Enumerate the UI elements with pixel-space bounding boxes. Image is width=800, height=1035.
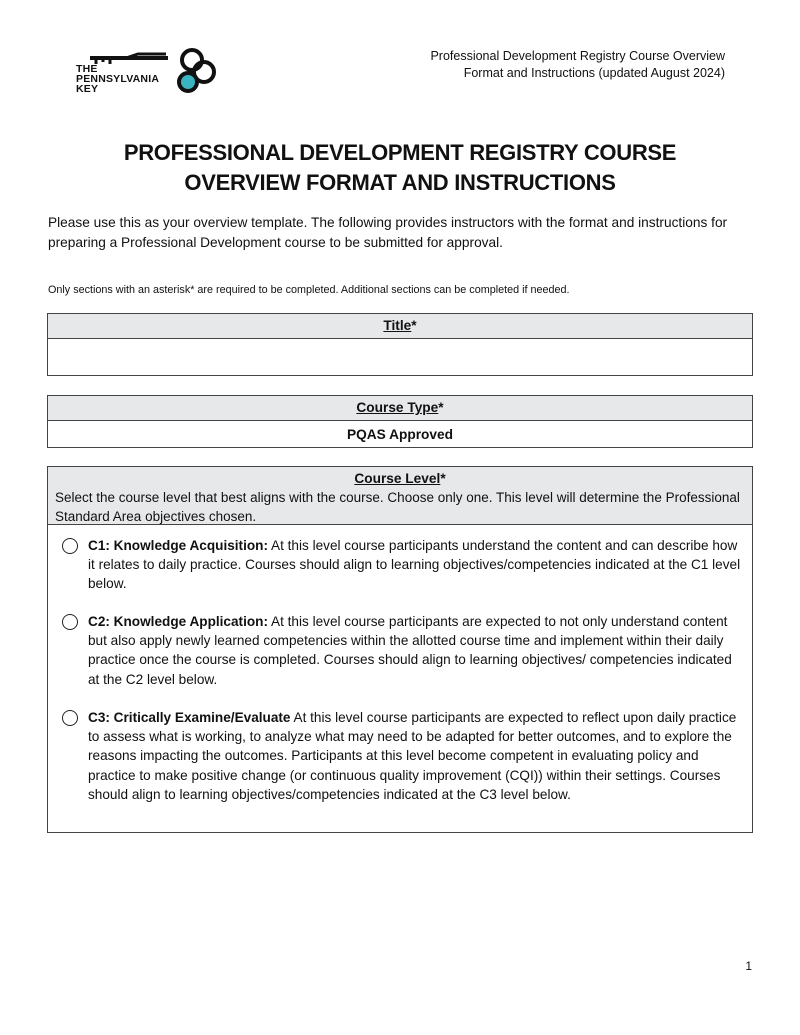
document-header [430, 48, 725, 82]
header-line-2: Format and Instructions (updated August 2024) [463, 66, 725, 80]
course-level-option-c2[interactable] [88, 612, 743, 689]
page-title-line-1: PROFESSIONAL DEVELOPMENT REGISTRY COURSE [123, 140, 677, 165]
course-type-header [48, 396, 752, 421]
page-title-line-2: OVERVIEW FORMAT AND INSTRUCTIONS [184, 170, 616, 195]
title-input-field[interactable] [48, 339, 752, 375]
course-level-description: Select the course level that best aligns with the course. Choose only one. This level will determine the Professional Standard Area objectives chosen. [55, 490, 740, 524]
required-note: Only sections with an asterisk* are required to be completed. Additional sections can be completed if needed. [48, 284, 570, 296]
radio-button-c1[interactable] [62, 538, 78, 554]
option-c1-name: C1: Knowledge Acquisition: [88, 538, 268, 553]
course-level-section [47, 466, 753, 833]
logo-line-2: PENNSYLVANIA [76, 73, 160, 85]
course-type-value: PQAS Approved [347, 427, 453, 442]
option-c2-text: At this level course participants are expected to not only understand content but also apply newly learned competencies within the allotted course time and implement within their daily practice once the course is completed. Courses should align to learning objectives/ competencies indicated at the C2 level below. [88, 614, 732, 687]
course-level-asterisk: * [440, 471, 446, 486]
logo-line-3: KEY [76, 83, 99, 95]
course-level-option-c1[interactable] [88, 536, 743, 594]
option-c3-name: C3: Critically Examine/Evaluate [88, 710, 291, 725]
option-c2-name: C2: Knowledge Application: [88, 614, 268, 629]
title-section-header [48, 314, 752, 339]
course-type-section [47, 395, 753, 448]
course-type-label: Course Type [356, 400, 439, 415]
logo-line-1: THE [76, 63, 98, 75]
header-line-1: Professional Development Registry Course Overview [430, 49, 725, 63]
title-asterisk: * [411, 318, 417, 333]
title-section [47, 313, 753, 376]
option-c1-text: At this level course participants understand the content and can describe how it relates to daily practice. Courses should align to learning objectives/competencies indicated at the C1 level below. [88, 538, 741, 592]
course-level-label: Course Level [354, 471, 441, 486]
pennsylvania-key-logo [76, 44, 226, 104]
course-level-option-c3[interactable] [88, 708, 743, 804]
title-section-label: Title [383, 318, 412, 333]
radio-button-c3[interactable] [62, 710, 78, 726]
radio-button-c2[interactable] [62, 614, 78, 630]
intro-paragraph: Please use this as your overview template. The following provides instructors with the format and instructions for preparing a Professional Development course to be submitted for approval. [48, 215, 728, 250]
option-c3-text: At this level course participants are expected to reflect upon daily practice to assess what is working, to analyze what may need to be adapted for better outcomes, and to explore the reasons impacting the outcomes. Participants at this level become competent in evaluating policy and practice to make positive change (or continuous quality improvement (CQI)) within their settings. Courses should align to learning objectives/competencies indicated at the C3 level below. [88, 710, 737, 802]
course-type-asterisk: * [438, 400, 444, 415]
course-level-header [48, 467, 752, 525]
page-title [0, 138, 800, 198]
page-number: 1 [745, 959, 752, 973]
